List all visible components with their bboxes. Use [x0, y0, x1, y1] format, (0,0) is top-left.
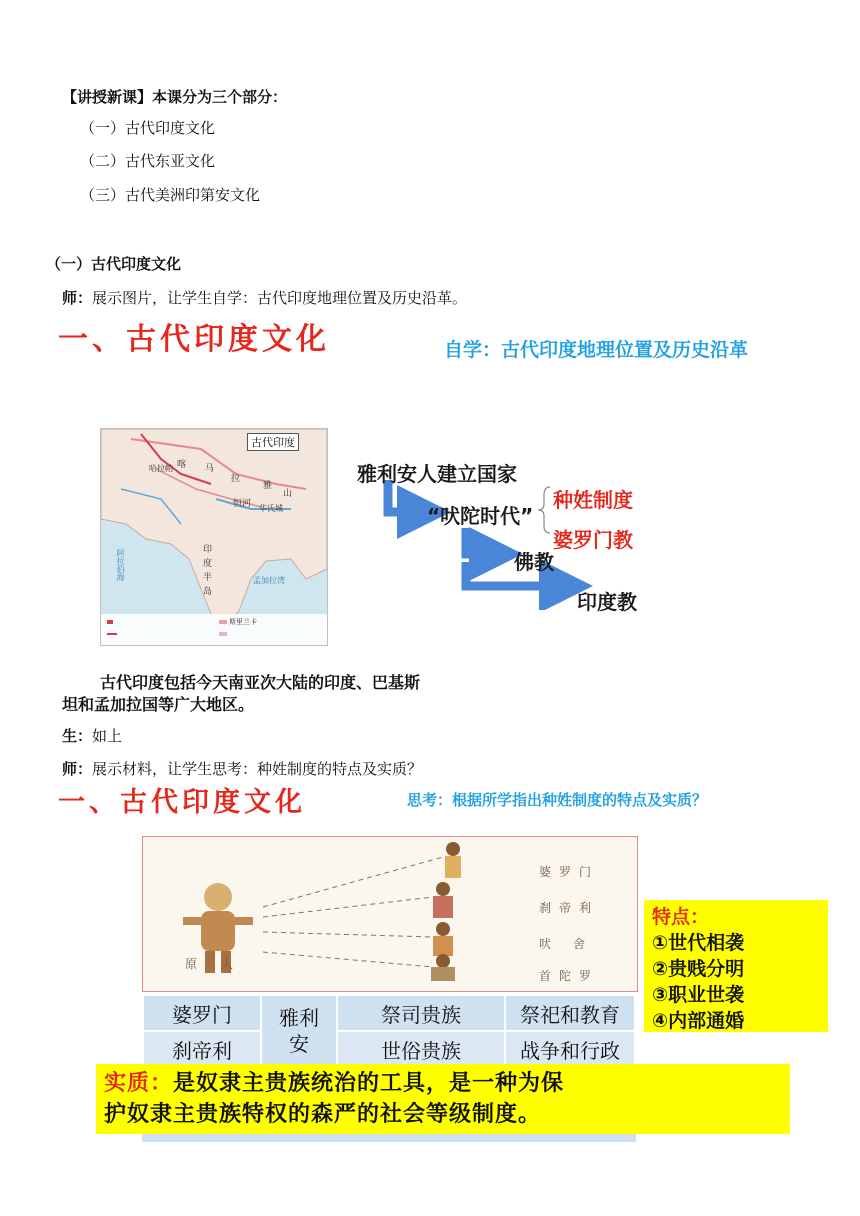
flow-arrow-2	[466, 528, 496, 554]
caste-figure-1	[445, 842, 461, 878]
feature-item: ②贵贱分明	[652, 958, 745, 980]
map-label: 喀	[177, 460, 187, 470]
feature-item: ④内部通婚	[652, 1010, 745, 1032]
flow-step-2: “吠陀时代”	[427, 504, 534, 528]
section-heading: （一）古代印度文化	[46, 255, 182, 273]
teacher-line-2	[62, 758, 422, 779]
table-cell: 祭祀和教育	[505, 995, 635, 1031]
map-label: 马	[205, 464, 215, 474]
table-row	[143, 1031, 635, 1067]
essence-text-1: 是奴隶主贵族统治的工具，是一种为保	[173, 1071, 565, 1096]
map-label: 哈拉帕	[149, 464, 173, 473]
essence-label: 实质：	[104, 1071, 174, 1096]
teacher-text: 展示材料，让学生思考：种姓制度的特点及实质？	[92, 760, 423, 778]
map-label: 山	[283, 489, 293, 499]
student-line	[62, 725, 122, 746]
student-text: 如上	[92, 727, 123, 745]
table-cell-merged: 雅利安	[261, 995, 337, 1067]
caste-figure-2	[433, 882, 453, 918]
part-2: （二）古代东亚文化	[80, 152, 216, 170]
lesson-heading-rest: 本课分为三个部分：	[152, 88, 288, 106]
caste-label-kshatriya: 刹帝利	[539, 901, 600, 915]
caste-figure-4	[431, 954, 455, 981]
map-title: 古代印度	[247, 433, 299, 451]
teacher-label: 师：	[62, 289, 93, 307]
map-label: 印	[203, 545, 213, 555]
map-label: 华氏城	[259, 504, 283, 513]
map-label: 岛	[203, 587, 213, 597]
map-label: 斯里兰卡	[229, 618, 257, 626]
caste-illustration	[142, 836, 638, 992]
caste-label-brahmin: 婆罗门	[539, 865, 600, 879]
map-label: 拉	[231, 474, 241, 484]
teacher-line-1	[62, 287, 467, 308]
flow-brace	[538, 487, 550, 533]
map-label: 恒河	[233, 499, 252, 509]
flow-step-hinduism: 印度教	[577, 590, 637, 614]
part-1: （一）古代印度文化	[80, 119, 216, 137]
lesson-heading-bracket: 【讲授新课】	[62, 88, 153, 106]
slide1-title: 一、古代印度文化	[58, 322, 330, 357]
feature-item: ③职业世袭	[652, 984, 745, 1006]
essence-line-2: 护奴隶主贵族特权的森严的社会等级制度。	[104, 1102, 542, 1127]
slide2-title: 一、古代印度文化	[58, 787, 306, 818]
table-cell: 世俗贵族	[337, 1031, 505, 1067]
caste-label-shudra: 首陀罗	[539, 969, 600, 983]
table-cell: 刹帝利	[143, 1031, 261, 1067]
flow-branch-brahmanism: 婆罗门教	[553, 528, 633, 552]
caste-label-vaishya: 吠舍	[539, 937, 608, 951]
slide2-subtitle: 思考：根据所学指出种姓制度的特点及实质？	[407, 791, 708, 809]
table-cell: 祭司贵族	[337, 995, 505, 1031]
student-label: 生：	[62, 727, 93, 745]
caste-table	[142, 994, 636, 1068]
features-box	[644, 900, 828, 1032]
lesson-heading	[62, 86, 287, 107]
map-label: 孟加拉湾	[253, 576, 285, 585]
table-row	[143, 995, 635, 1031]
map-label: 半	[203, 573, 213, 583]
flow-step-buddhism: 佛教	[514, 550, 554, 574]
map-caption-1: 古代印度包括今天南亚次大陆的印度、巴基斯	[100, 673, 421, 692]
table-cell: 战争和行政	[505, 1031, 635, 1067]
map-label: 阿拉伯海	[116, 549, 125, 581]
teacher-label: 师：	[62, 760, 93, 778]
essence-box	[96, 1064, 790, 1134]
origin-label: 原人	[185, 957, 258, 971]
map-label: 度	[203, 559, 213, 569]
part-3: （三）古代美洲印第安文化	[80, 186, 261, 204]
caste-figure-3	[433, 922, 453, 956]
features-title: 特点：	[652, 906, 710, 928]
flow-branch-caste: 种姓制度	[553, 488, 633, 512]
map-label: 雅	[263, 481, 273, 491]
flow-step-1: 雅利安人建立国家	[357, 462, 517, 486]
teacher-text: 展示图片，让学生自学：古代印度地理位置及历史沿革。	[92, 289, 468, 307]
ancient-india-map	[100, 428, 328, 646]
table-cell: 婆罗门	[143, 995, 261, 1031]
feature-item: ①世代相袭	[652, 932, 745, 954]
essence-line-1	[104, 1068, 782, 1099]
slide1-subtitle: 自学：古代印度地理位置及历史沿革	[444, 339, 749, 361]
map-caption-2: 坦和孟加拉国等广大地区。	[62, 695, 255, 714]
